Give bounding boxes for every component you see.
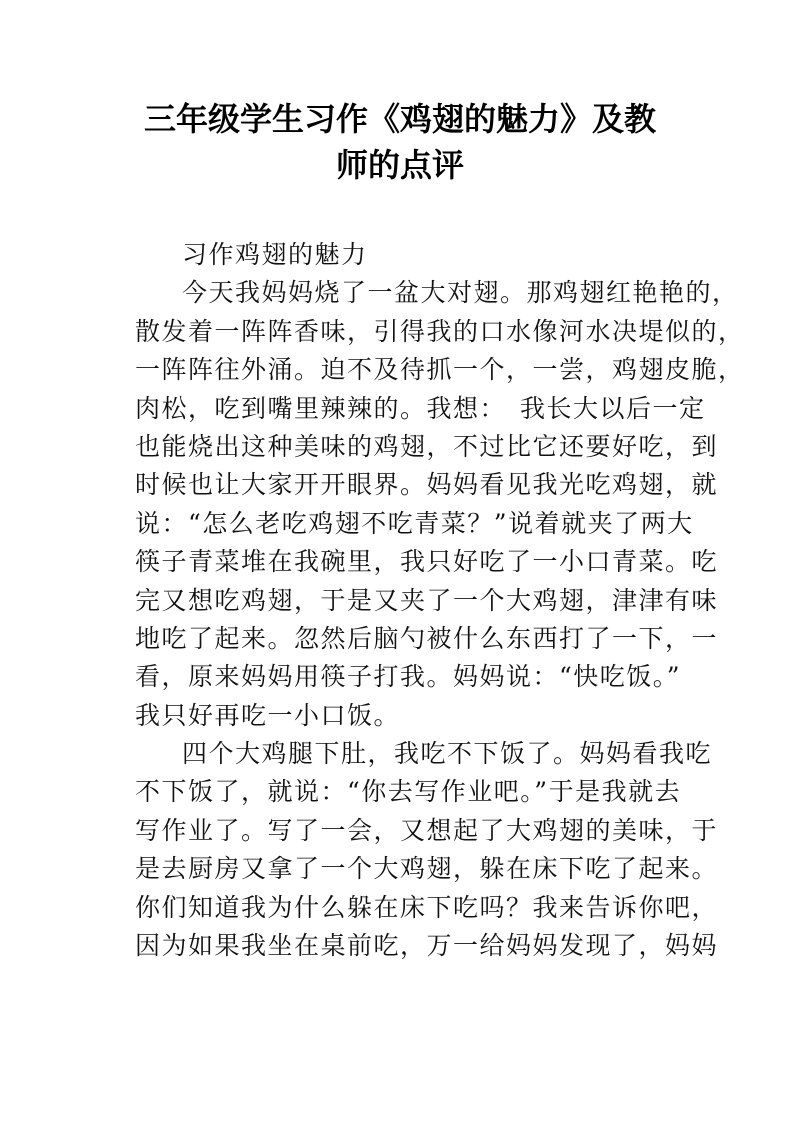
paragraph-line: 不下饭了，就说：“你去写作业吧。”于是我就去 xyxy=(135,777,682,807)
paragraph-line: 我只好再吃一小口饭。 xyxy=(135,700,401,730)
paragraph-line: 地吃了起来。忽然后脑勺被什么东西打了一下，一 xyxy=(135,623,719,653)
document-body xyxy=(135,236,745,965)
paragraph-line: 筷子青菜堆在我碗里，我只好吃了一小口青菜。吃 xyxy=(135,547,719,577)
paragraph-line: 肉松，吃到嘴里辣辣的。我想： 我长大以后一定 xyxy=(135,393,706,423)
paragraph-1 xyxy=(135,274,745,735)
paragraph-line: 时候也让大家开开眼界。妈妈看见我光吃鸡翅，就 xyxy=(135,470,719,500)
paragraph-line: 你们知道我为什么躲在床下吃吗？我来告诉你吧， xyxy=(135,892,719,922)
paragraph-line: 说：“怎么老吃鸡翅不吃青菜？”说着就夹了两大 xyxy=(135,508,694,538)
paragraph-line: 今天我妈妈烧了一盆大对翅。那鸡翅红艳艳的， xyxy=(182,278,739,308)
paragraph-line: 完又想吃鸡翅，于是又夹了一个大鸡翅，津津有味 xyxy=(135,585,719,615)
essay-subtitle: 习作鸡翅的魅力 xyxy=(182,240,368,269)
paragraph-2 xyxy=(135,735,719,965)
document-title xyxy=(100,96,700,188)
paragraph-line: 写作业了。写了一会，又想起了大鸡翅的美味，于 xyxy=(135,815,719,845)
paragraph-line: 也能烧出这种美味的鸡翅，不过比它还要好吃，到 xyxy=(135,431,719,461)
paragraph-line: 四个大鸡腿下肚，我吃不下饭了。妈妈看我吃 xyxy=(182,739,713,769)
title-line-2: 师的点评 xyxy=(335,146,464,184)
title-line-1: 三年级学生习作《鸡翅的魅力》及教 xyxy=(143,100,656,138)
paragraph-line: 因为如果我坐在桌前吃，万一给妈妈发现了，妈妈 xyxy=(135,931,719,961)
paragraph-line: 看，原来妈妈用筷子打我。妈妈说：“快吃饭。” xyxy=(135,662,682,692)
paragraph-line: 一阵阵往外涌。迫不及待抓一个，一尝，鸡翅皮脆， xyxy=(135,355,745,385)
paragraph-line: 是去厨房又拿了一个大鸡翅，躲在床下吃了起来。 xyxy=(135,854,719,884)
paragraph-line: 散发着一阵阵香味，引得我的口水像河水决堤似的， xyxy=(135,316,745,346)
